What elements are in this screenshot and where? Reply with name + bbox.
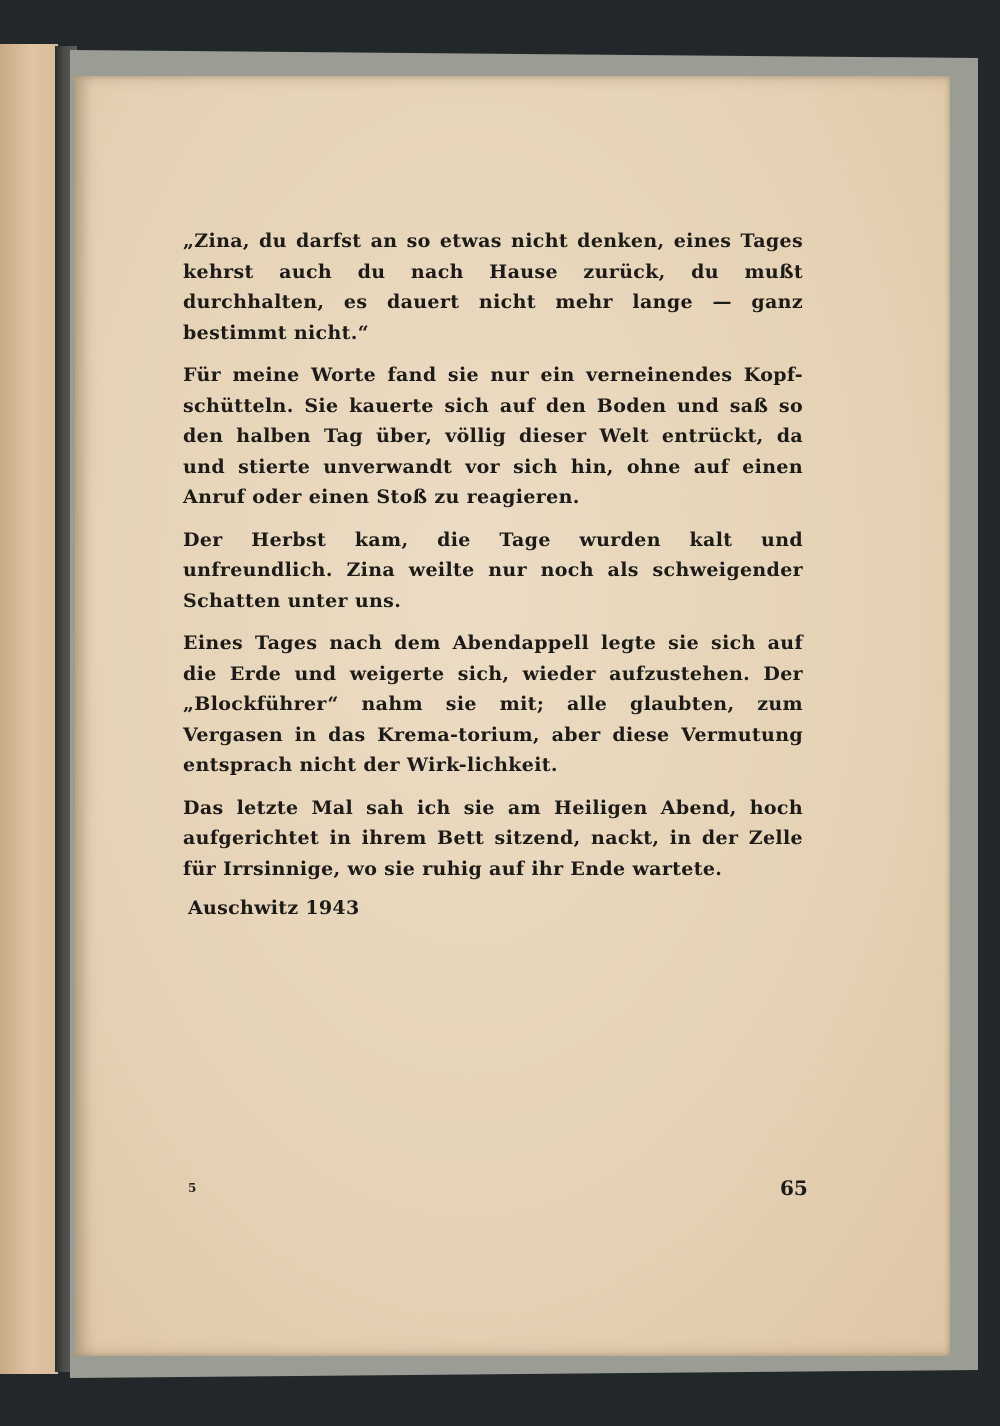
paragraph-1: „Zina, du darfst an so etwas nicht denken, eines Tages kehrst auch du nach Hause zurück, du mußt durchhalten, es dauert nicht mehr lange — ganz bestimmt nicht.“ [183,230,803,344]
body-text [183,226,803,896]
paragraph-4: Eines Tages nach dem Abendappell legte sie sich auf die Erde und weigerte sich, wieder aufzustehen. Der „Blockführer“ nahm sie mit; alle glaubten, zum Vergasen in das Krema-torium, aber diese Vermutung entsprach nicht der Wirk-lichkeit. [183,632,803,776]
page-number: 65 [780,1176,808,1200]
book-page [75,76,950,1356]
left-page-edge [0,44,58,1374]
paragraph-3: Der Herbst kam, die Tage wurden kalt und unfreundlich. Zina weilte nur noch als schweigender Schatten unter uns. [183,528,803,612]
paragraph-5: Das letzte Mal sah ich sie am Heiligen Abend, hoch aufgerichtet in ihrem Bett sitzend, nackt, in der Zelle für Irrsinnige, wo sie ruhig auf ihr Ende wartete. [183,796,803,880]
signature-mark: 5 [188,1181,197,1195]
paragraph-2: Für meine Worte fand sie nur ein verneinendes Kopf-schütteln. Sie kauerte sich auf den Boden und saß so den halben Tag über, völlig dieser Welt entrückt, da und stierte unverwandt vor sich hin, ohne auf einen Anruf oder einen Stoß zu reagieren. [183,364,803,508]
place-date-closing: Auschwitz 1943 [188,897,360,919]
